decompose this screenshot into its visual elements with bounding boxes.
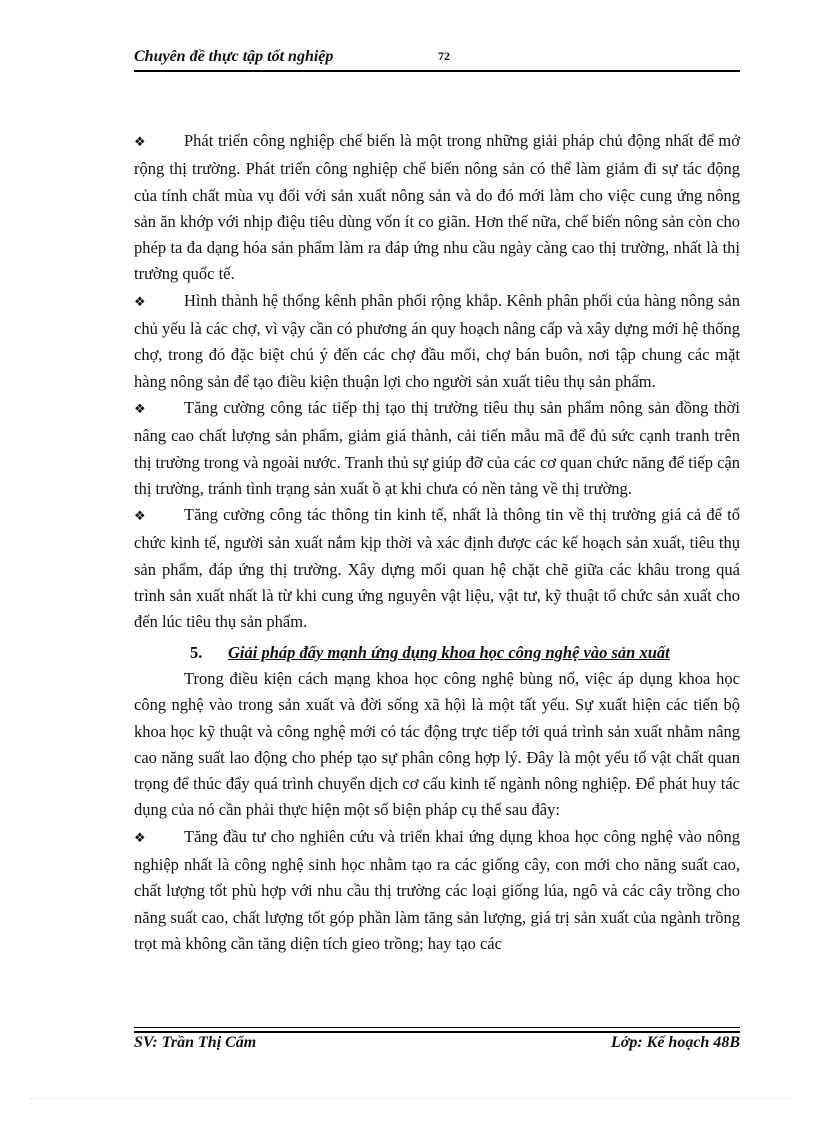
body-paragraph: Trong điều kiện cách mạng khoa học công nghệ bùng nổ, việc áp dụng khoa học công nghệ vào trong sản xuất và đời sống xã hội là một tất yếu. Sự xuất hiện các tiến bộ khoa học kỹ thuật và công nghệ mới có tác động trực tiếp tới quá trình sản xuất nhằm nâng cao năng suất lao động cho phép tạo sự phân công hợp lý. Đây là một yếu tố vật chất quan trọng để thúc đẩy quá trình chuyển dịch cơ cấu kinh tế ngành nông nghiệp. Để phát huy tác dụng của nó cần phải thực hiện một số biện pháp cụ thể sau đây:	[134, 668, 740, 820]
section-heading	[134, 640, 740, 666]
diamond-bullet-icon: ❖	[134, 294, 146, 310]
header-rule	[134, 70, 740, 72]
body-text	[134, 128, 740, 957]
header-title: Chuyên đề thực tập tốt nghiệp	[134, 48, 334, 65]
bullet-paragraph	[134, 502, 740, 635]
bullet-paragraph	[134, 824, 740, 957]
bullet-paragraph	[134, 288, 740, 395]
diamond-bullet-icon: ❖	[134, 401, 146, 417]
footer-rule-thin	[134, 1027, 740, 1028]
section-number: 5.	[190, 642, 203, 662]
bullet-text: Tăng đầu tư cho nghiên cứu và triển khai ứng dụng khoa học công nghệ vào nông nghiệp nhất là công nghệ sinh học nhằm tạo ra các giống cây, con mới cho năng suất cao, chất lượng tốt phù hợp với nhu cầu thị trường các loại giống lúa, ngô và các cây trồng cho năng suất cao, chất lượng tốt góp phần làm tăng sản lượng, giá trị sản xuất của ngành trồng trọt mà không cần tăng diện tích gieo trồng; hay tạo các	[134, 826, 740, 953]
diamond-bullet-icon: ❖	[134, 830, 146, 846]
bullet-text: Hình thành hệ thống kênh phân phối rộng khắp. Kênh phân phối của hàng nông sản chủ yếu là các chợ, vì vậy cần có phương án quy hoạch nâng cấp và xây dựng mới hệ thống chợ, trong đó đặc biệt chú ý đến các chợ đầu mối, chợ bán buôn, nơi tập chung các mặt hàng nông sản để tạo điều kiện thuận lợi cho người sản xuất tiêu thụ sản phẩm.	[134, 290, 740, 391]
bullet-text: Tăng cường công tác tiếp thị tạo thị trường tiêu thụ sản phẩm nông sản đồng thời nâng cao chất lượng sản phẩm, giảm giá thành, cải tiến mẫu mã để đủ sức cạnh tranh trên thị trường trong và ngoài nước. Tranh thủ sự giúp đỡ của các cơ quan chức năng để tiếp cận thị trường, tránh tình trạng sản xuất ồ ạt khi chưa có nền tảng về thị trường.	[134, 397, 740, 498]
footer-class: Lớp: Kế hoạch 48B	[610, 1034, 740, 1051]
bullet-paragraph	[134, 128, 740, 288]
footer-student: SV: Trần Thị Cẩm	[134, 1034, 257, 1051]
bullet-paragraph	[134, 395, 740, 502]
bullet-text: Tăng cường công tác thông tin kinh tế, nhất là thông tin về thị trường giá cả để tổ chức kinh tế, người sản xuất nắm kịp thời và xác định được các kế hoạch sản xuất, tiêu thụ sản phẩm, đáp ứng thị trường. Xây dựng mối quan hệ chặt chẽ giữa các khâu trong quá trình sản xuất nhất là từ khi cung ứng nguyên vật liệu, vật tư, kỹ thuật tổ chức sản xuất cho đến lúc tiêu thụ sản phẩm.	[134, 505, 740, 632]
diamond-bullet-icon: ❖	[134, 509, 146, 525]
bullet-text: Phát triển công nghiệp chế biến là một trong những giải pháp chủ động nhất để mở rộng thị trường. Phát triển công nghiệp chế biến nông sản có thể làm giảm đi sự tác động của tính chất mùa vụ đối với sản xuất nông sản và do đó mới làm cho việc cung ứng nông sản ăn khớp với nhịp điệu tiêu dùng vốn ít co giãn. Hơn thế nữa, chế biến nông sản còn cho phép ta đa dạng hóa sản phẩm làm ra đáp ứng nhu cầu ngày càng cao thị trường, nhất là thị trường quốc tế.	[134, 131, 740, 284]
page-header	[134, 46, 740, 72]
page-number: 72	[438, 49, 450, 63]
page-bottom-divider	[30, 1098, 790, 1099]
diamond-bullet-icon: ❖	[134, 135, 146, 150]
footer-rule-thick	[134, 1031, 740, 1033]
section-title: Giải pháp đẩy mạnh ứng dụng khoa học công nghệ vào sản xuất	[228, 642, 670, 662]
